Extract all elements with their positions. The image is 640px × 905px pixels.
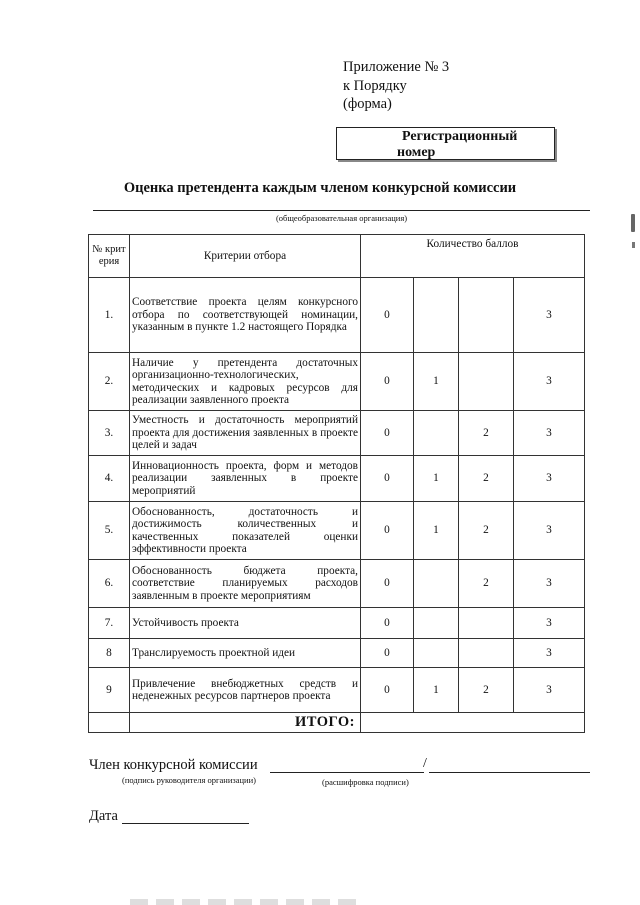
- score-cell[interactable]: 0: [361, 668, 414, 713]
- criterion-number: 5.: [89, 502, 130, 560]
- criterion-number: 4.: [89, 456, 130, 502]
- table-row: [89, 502, 585, 560]
- criterion-number: 1.: [89, 278, 130, 353]
- column-header-score: Количество баллов: [361, 235, 585, 278]
- table-body: [89, 278, 585, 713]
- organization-caption: (общеобразовательная организация): [275, 213, 408, 223]
- score-cell[interactable]: [459, 608, 514, 639]
- score-cell[interactable]: 0: [361, 560, 414, 608]
- score-cell[interactable]: 1: [414, 502, 459, 560]
- score-cell[interactable]: 2: [459, 411, 514, 456]
- score-cell[interactable]: [414, 411, 459, 456]
- criterion-text: Наличие у претендента достаточных организационно-технологических, методических и кадровых ресурсов для реализации заявленного проекта: [130, 353, 361, 411]
- signature-field[interactable]: [270, 772, 424, 773]
- registration-number-field[interactable]: [443, 159, 530, 160]
- score-cell[interactable]: 3: [514, 560, 585, 608]
- score-cell[interactable]: [414, 639, 459, 668]
- score-cell[interactable]: [414, 608, 459, 639]
- registration-title: Регистрационный: [402, 129, 518, 144]
- score-cell[interactable]: [459, 639, 514, 668]
- score-cell[interactable]: 3: [514, 353, 585, 411]
- score-cell[interactable]: 2: [459, 456, 514, 502]
- total-label: ИТОГО:: [130, 713, 361, 733]
- score-cell[interactable]: 0: [361, 353, 414, 411]
- organization-field[interactable]: [93, 210, 590, 211]
- criterion-text: Инновационность проекта, форм и методов реализации заявленных в проекте мероприятий: [130, 456, 361, 502]
- score-cell[interactable]: [459, 353, 514, 411]
- appendix-line: к Порядку: [343, 77, 407, 94]
- criterion-text: Уместность и достаточность мероприятий проекта для достижения заявленных в проекте целей и задач: [130, 411, 361, 456]
- appendix-block: [343, 58, 449, 114]
- score-cell[interactable]: 1: [414, 456, 459, 502]
- table-row: [89, 456, 585, 502]
- score-cell[interactable]: 2: [459, 668, 514, 713]
- scan-bottom-artifact: [130, 899, 360, 905]
- score-cell[interactable]: 0: [361, 639, 414, 668]
- score-cell[interactable]: 1: [414, 353, 459, 411]
- score-cell[interactable]: 3: [514, 608, 585, 639]
- registration-number-label: номер: [397, 145, 436, 160]
- column-header-criteria: Критерии отбора: [130, 235, 361, 278]
- criterion-number: 6.: [89, 560, 130, 608]
- column-header-number: № крит ерия: [89, 235, 130, 278]
- table-row: [89, 278, 585, 353]
- criterion-number: 9: [89, 668, 130, 713]
- criterion-number: 8: [89, 639, 130, 668]
- score-cell[interactable]: 3: [514, 639, 585, 668]
- score-cell[interactable]: 3: [514, 502, 585, 560]
- criterion-text: Обоснованность бюджета проекта, соответствие планируемых расходов заявленным в проекте мероприятиям: [130, 560, 361, 608]
- total-empty-cell: [89, 713, 130, 733]
- score-cell[interactable]: 0: [361, 456, 414, 502]
- scan-edge-mark: [631, 214, 635, 232]
- total-row: [89, 713, 585, 733]
- appendix-line: Приложение № 3: [343, 59, 450, 75]
- scan-edge-mark: [632, 242, 635, 248]
- score-cell[interactable]: 3: [514, 456, 585, 502]
- table-row: [89, 411, 585, 456]
- score-cell[interactable]: 0: [361, 278, 414, 353]
- total-value-cell[interactable]: [361, 713, 585, 733]
- table-row: [89, 639, 585, 668]
- criterion-text: Привлечение внебюджетных средств и неденежных ресурсов партнеров проекта: [130, 668, 361, 713]
- score-cell[interactable]: 2: [459, 560, 514, 608]
- table-row: [89, 608, 585, 639]
- criterion-number: 2.: [89, 353, 130, 411]
- date-label: Дата: [89, 808, 118, 824]
- score-cell[interactable]: 1: [414, 668, 459, 713]
- document-title: Оценка претендента каждым членом конкурсной комиссии: [123, 180, 517, 196]
- criterion-number: 7.: [89, 608, 130, 639]
- score-cell[interactable]: 2: [459, 502, 514, 560]
- table-row: [89, 668, 585, 713]
- score-cell[interactable]: 3: [514, 278, 585, 353]
- signature-slash: /: [423, 756, 427, 771]
- criterion-number: 3.: [89, 411, 130, 456]
- score-cell[interactable]: [414, 278, 459, 353]
- date-field[interactable]: [122, 823, 249, 824]
- signature-label: Член конкурсной комиссии: [89, 757, 258, 773]
- score-cell[interactable]: [414, 560, 459, 608]
- signature-caption: (подпись руководителя организации): [122, 775, 256, 785]
- score-cell[interactable]: 3: [514, 668, 585, 713]
- signature-decoding-field[interactable]: [429, 772, 590, 773]
- criterion-text: Транслируемость проектной идеи: [130, 639, 361, 668]
- criterion-text: Соответствие проекта целям конкурсного отбора по соответствующей номинации, указанным в пункте 1.2 настоящего Порядка: [130, 278, 361, 353]
- score-cell[interactable]: 0: [361, 502, 414, 560]
- criterion-text: Устойчивость проекта: [130, 608, 361, 639]
- appendix-line: (форма): [343, 96, 392, 112]
- table-row: [89, 353, 585, 411]
- score-cell[interactable]: 0: [361, 411, 414, 456]
- table-header-row: [89, 235, 585, 278]
- score-cell[interactable]: [459, 278, 514, 353]
- table-row: [89, 560, 585, 608]
- criteria-table: [88, 234, 585, 733]
- score-cell[interactable]: 3: [514, 411, 585, 456]
- score-cell[interactable]: 0: [361, 608, 414, 639]
- criterion-text: Обоснованность, достаточность и достижимость количественных и качественных показателей оценки эффективности проекта: [130, 502, 361, 560]
- signature-decoding-caption: (расшифровка подписи): [322, 777, 409, 787]
